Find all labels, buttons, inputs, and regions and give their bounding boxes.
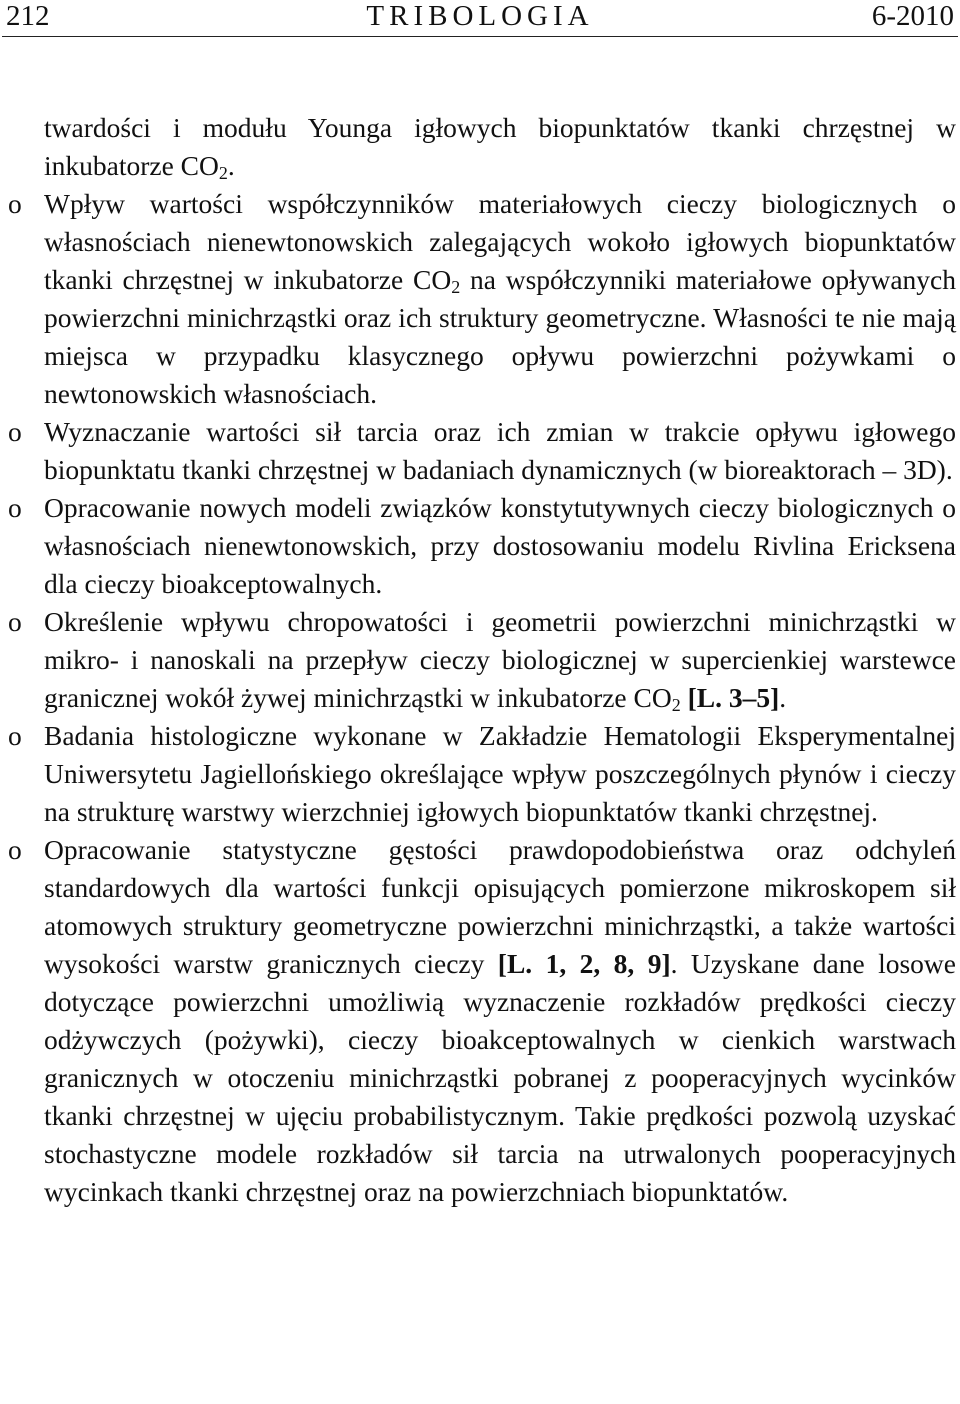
bullet-icon: o [8, 606, 22, 637]
issue-number: 6-2010 [871, 0, 954, 32]
bullet-list [8, 185, 956, 1211]
list-item-text: na współczynniki materiałowe opływanych powierzchni minichrząstki oraz ich struktury geometryczne. Własności te nie mają miejsca w przypadku klasycznego opływu powierzchni pożywkami o newtonowskich własnościach. [44, 264, 956, 409]
subscript: 2 [218, 163, 228, 183]
bullet-icon: o [8, 188, 22, 219]
bullet-icon: o [8, 492, 22, 523]
list-item-text: Badania histologiczne wykonane w Zakładzie Hematologii Eksperymentalnej Uniwersytetu Jagiellońskiego określające wpływ poszczególnych płynów i cieczy na strukturę warstwy wierzchniej igłowych biopunktatów tkanki chrzęstnej. [44, 720, 956, 827]
body-text [8, 109, 956, 1211]
list-item [8, 185, 956, 413]
running-header [6, 0, 954, 36]
list-item-text: Wyznaczanie wartości sił tarcia oraz ich zmian w trakcie opływu igłowego biopunktatu tkanki chrzęstnej w badaniach dynamicznych (w bioreaktorach – 3D). [44, 416, 956, 485]
list-item [8, 831, 956, 1211]
list-item-text: Określenie wpływu chropowatości i geometrii powierzchni minichrząstki w mikro- i nanoskali na przepływ cieczy biologicznej w supercienkiej warstewce granicznej wokół żywej minichrząstki w inkubatorze CO [44, 606, 956, 713]
bullet-icon: o [8, 834, 22, 865]
list-item [8, 413, 956, 489]
subscript: 2 [451, 277, 461, 297]
list-item [8, 489, 956, 603]
subscript: 2 [671, 695, 681, 715]
list-item [8, 717, 956, 831]
list-item-text: . Uzyskane dane losowe dotyczące powierzchni umożliwią wyznaczenie rozkładów prędkości cieczy odżywczych (pożywki), cieczy bioakceptowalnych w cienkich warstwach granicznych w otoczeniu minichrząstki pobranej z pooperacyjnych wycinków tkanki chrzęstnej w ujęciu probabilistycznym. Takie prędkości pozwolą uzyskać stochastyczne modele rozkładów sił tarcia na utrwalonych pooperacyjnych wycinkach tkanki chrzęstnej oraz na powierzchniach biopunktatów. [44, 948, 956, 1207]
bullet-icon: o [8, 416, 22, 447]
citation: [L. 3–5] [687, 682, 780, 713]
continued-text: twardości i modułu Younga igłowych biopunktatów tkanki chrzęstnej w inkubatorze CO [44, 112, 956, 181]
journal-title: TRIBOLOGIA [366, 0, 594, 32]
list-item-text: Opracowanie statystyczne gęstości prawdopodobieństwa oraz odchyleń standardowych dla wartości funkcji opisujących pomierzone mikroskopem sił atomowych struktury geometryczne powierzchni minichrząstki, a także wartości wysokości warstw granicznych cieczy [44, 834, 956, 979]
spacer-text [681, 682, 688, 713]
list-item [8, 603, 956, 717]
page-number: 212 [6, 0, 50, 32]
continued-paragraph [44, 109, 956, 185]
list-item-text-end: . [779, 682, 787, 713]
list-item-text: Opracowanie nowych modeli związków konstytutywnych cieczy biologicznych o własnościach nienewtonowskich, przy dostosowaniu modelu Rivlina Ericksena dla cieczy bioakceptowalnych. [44, 492, 956, 599]
bullet-icon: o [8, 720, 22, 751]
header-rule [2, 36, 958, 37]
list-item-text: Wpływ wartości współczynników materiałowych cieczy biologicznych o własnościach nienewtonowskich zalegających wokoło igłowych biopunktatów tkanki chrzęstnej w inkubatorze CO [44, 188, 956, 295]
citation: [L. 1, 2, 8, 9] [497, 948, 671, 979]
continued-text-end: . [227, 150, 235, 181]
